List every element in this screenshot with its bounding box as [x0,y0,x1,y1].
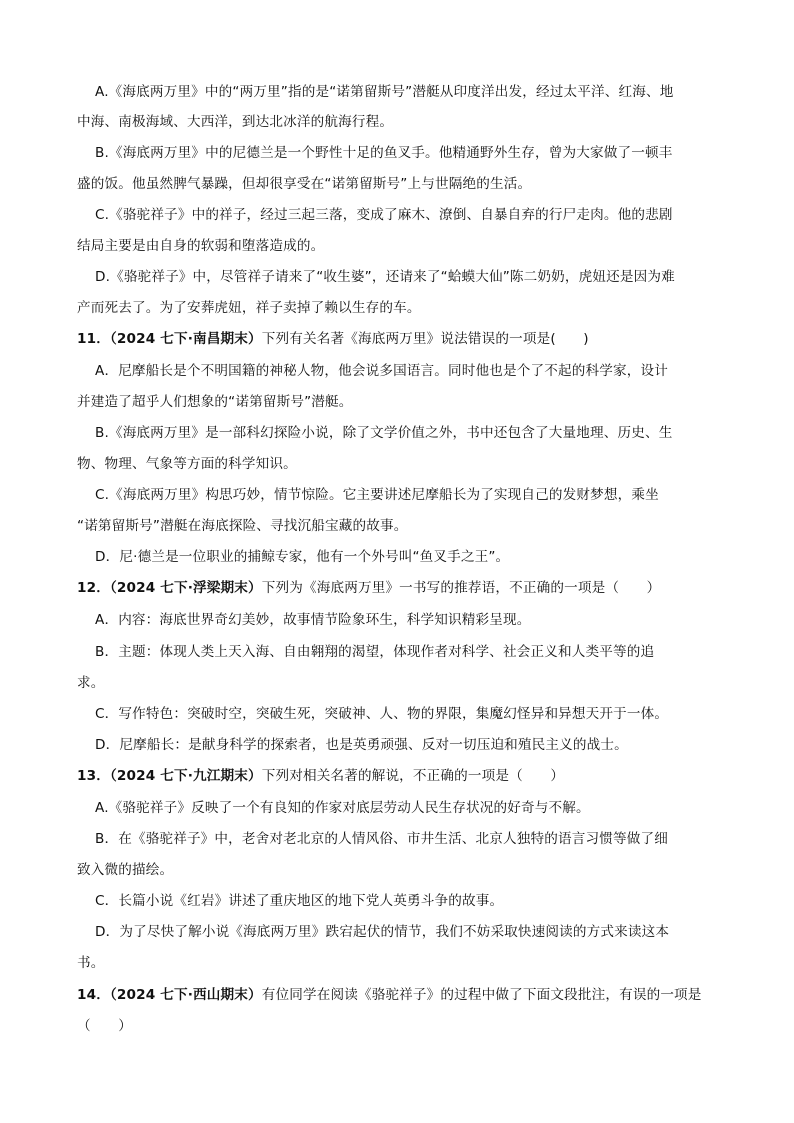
q11-number: 11． [77,331,110,347]
q10-option-a-line2: 中海、南极海域、大西洋，到达北冰洋的航海行程。 [77,114,394,130]
q11-option-c-line2: “诺第留斯号”潜艇在海底探险、寻找沉船宝藏的故事。 [77,518,408,534]
q11-option-b-line1: B.《海底两万里》是一部科幻探险小说，除了文学价值之外，书中还包含了大量地理、历史、生 [95,425,673,441]
q12-stem-text: 下列为《海底两万里》一书写的推荐语，不正确的一项是（ ） [261,580,661,596]
q10-option-c-line1: C.《骆驼祥子》中的祥子，经过三起三落，变成了麻木、潦倒、自暴自弃的行尸走肉。他的悲剧 [95,207,673,223]
q11-option-a-line2: 并建造了超乎人们想象的“诺第留斯号”潜艇。 [77,394,353,410]
q12-option-a: A．内容：海底世界奇幻美妙，故事情节险象环生，科学知识精彩呈现。 [95,612,531,628]
q12-option-b-line2: 求。 [77,675,105,691]
q14-stem-text: 有位同学在阅读《骆驼祥子》的过程中做了下面文段批注，有误的一项是 [261,987,702,1003]
q10-option-c-line2: 结局主要是由自身的软弱和堕落造成的。 [77,238,325,254]
q13-option-c: C．长篇小说《红岩》讲述了重庆地区的地下党人英勇斗争的故事。 [95,893,504,909]
q13-number: 13． [77,768,110,784]
q14-stem [77,986,702,1004]
q14-stem-line2: （ ） [77,1018,132,1034]
q13-option-d-line2: 书。 [77,955,105,971]
q13-option-a: A.《骆驼祥子》反映了一个有良知的作家对底层劳动人民生存状况的好奇与不解。 [95,800,590,816]
q12-option-d: D．尼摩船长：是献身科学的探索者，也是英勇顽强、反对一切压迫和殖民主义的战士。 [95,737,628,753]
q13-option-b-line2: 致入微的描绘。 [77,862,174,878]
q13-source: （2024 七下·九江期末） [109,768,262,784]
q11-option-d: D．尼·德兰是一位职业的捕鲸专家，他有一个外号叫“鱼叉手之王”。 [95,549,510,565]
q10-option-d-line1: D.《骆驼祥子》中，尽管祥子请来了“收生婆”，还请来了“蛤蟆大仙”陈二奶奶，虎妞还是因为难 [95,269,675,285]
q11-stem-text: 下列有关名著《海底两万里》说法错误的一项是( ) [261,331,589,347]
q11-stem [77,330,589,348]
q12-option-b-line1: B．主题：体现人类上天入海、自由翱翔的渴望，体现作者对科学、社会正义和人类平等的追 [95,644,655,660]
q11-option-a-line1: A．尼摩船长是个不明国籍的神秘人物，他会说多国语言。同时他也是个了不起的科学家，设计 [95,363,668,379]
q11-option-b-line2: 物、物理、气象等方面的科学知识。 [77,456,297,472]
q13-stem [77,767,564,785]
q11-source: （2024 七下·南昌期末） [109,331,262,347]
q12-stem [77,579,660,597]
q13-stem-text: 下列对相关名著的解说，不正确的一项是（ ） [261,768,565,784]
q14-number: 14． [77,987,110,1003]
q13-option-d-line1: D．为了尽快了解小说《海底两万里》跌宕起伏的情节，我们不妨采取快速阅读的方式来读这本 [95,924,670,940]
q13-option-b-line1: B．在《骆驼祥子》中，老舍对老北京的人情风俗、市井生活、北京人独特的语言习惯等做了细 [95,831,668,847]
q10-option-a-line1: A.《海底两万里》中的“两万里”指的是“诺第留斯号”潜艇从印度洋出发，经过太平洋、红海、地 [95,84,674,100]
q12-option-c: C．写作特色：突破时空，突破生死，突破神、人、物的界限，集魔幻怪异和异想天开于一体。 [95,706,669,722]
q12-source: （2024 七下·浮梁期末） [109,580,262,596]
q14-source: （2024 七下·西山期末） [109,987,262,1003]
q10-option-b-line1: B.《海底两万里》中的尼德兰是一个野性十足的鱼叉手。他精通野外生存，曾为大家做了一顿丰 [95,145,673,161]
q10-option-b-line2: 盛的饭。他虽然脾气暴躁，但却很享受在“诺第留斯号”上与世隔绝的生活。 [77,176,532,192]
q10-option-d-line2: 产而死去了。为了安葬虎妞，祥子卖掉了赖以生存的车。 [77,300,421,316]
q12-number: 12． [77,580,110,596]
q11-option-c-line1: C.《海底两万里》构思巧妙，情节惊险。它主要讲述尼摩船长为了实现自己的发财梦想，乘坐 [95,487,659,503]
